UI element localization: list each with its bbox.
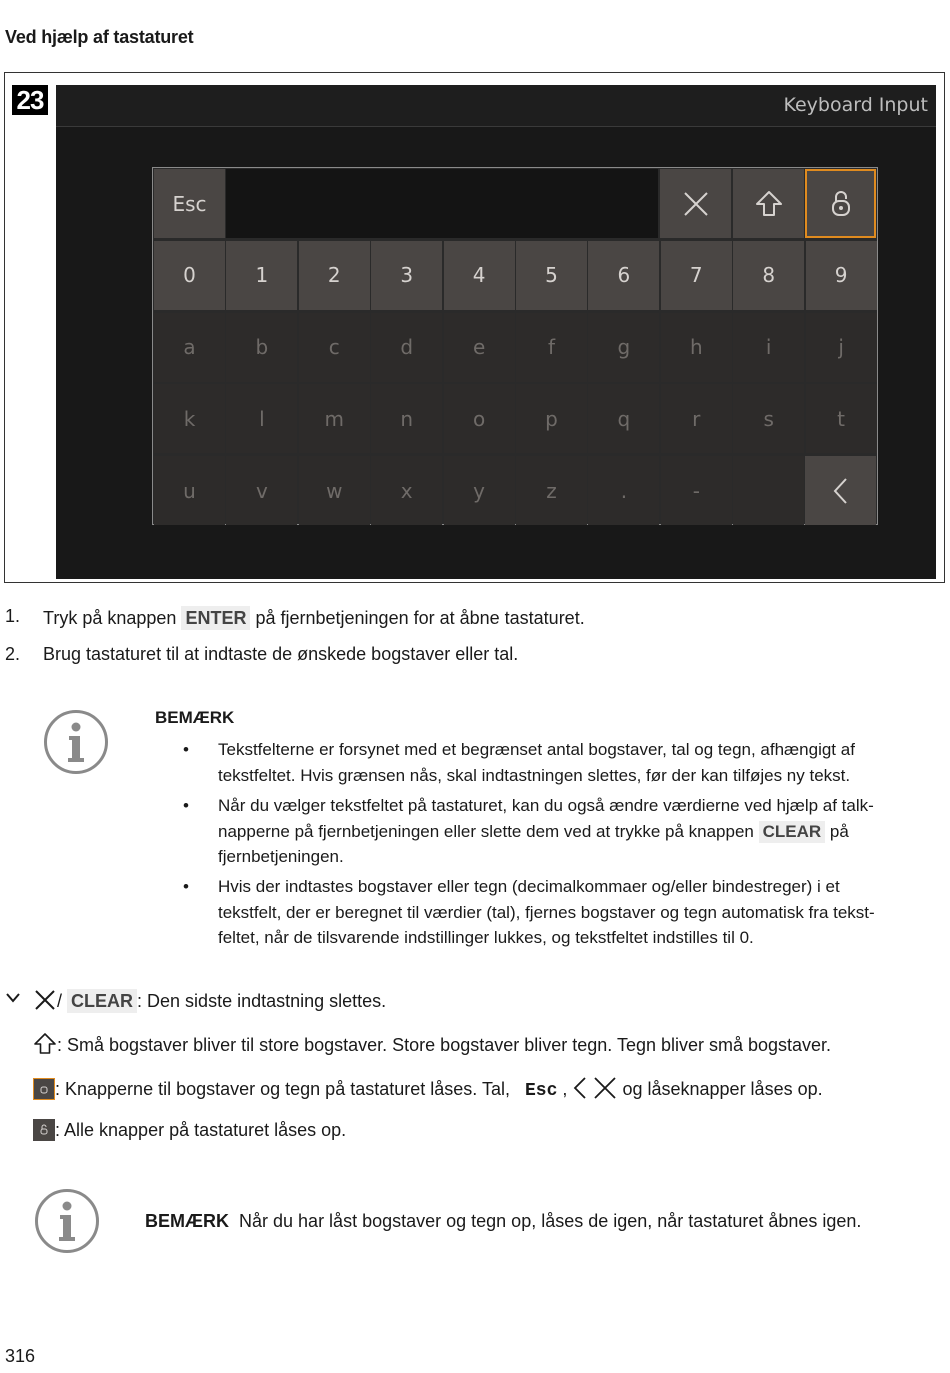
note-text: Når du har låst bogstaver og tegn op, låses de igen, når tastaturet åbnes igen. [239, 1211, 862, 1231]
note-bullet-2 [218, 793, 948, 870]
bullet-dot: • [183, 877, 189, 896]
clear-key[interactable] [660, 169, 731, 238]
key-n[interactable]: n [371, 384, 442, 453]
key-y[interactable]: y [444, 456, 515, 525]
info-icon [44, 710, 108, 774]
chevron-down-icon [5, 991, 21, 1010]
key-u[interactable]: u [154, 456, 225, 525]
key-k[interactable]: k [154, 384, 225, 453]
figure-number: 23 [12, 85, 48, 115]
lock-key[interactable] [805, 169, 876, 238]
page-number: 316 [5, 1346, 36, 1366]
key-0[interactable]: 0 [154, 241, 225, 310]
key-1[interactable]: 1 [226, 241, 297, 310]
key-s[interactable]: s [733, 384, 804, 453]
key-g[interactable]: g [588, 313, 659, 382]
note-line: tekstfeltet. Hvis grænsen nås, skal indtastningen slettes, før der kan tilføjes ny tekst. [218, 765, 851, 785]
key-w[interactable]: w [299, 456, 370, 525]
key-p[interactable]: p [516, 384, 587, 453]
key-o[interactable]: o [444, 384, 515, 453]
note-line: Tekstfelterne er forsynet med et begrænset antal bogstaver, tal og tegn, afhængigt af [218, 740, 855, 759]
note-bullet-3 [218, 874, 948, 951]
key-r[interactable]: r [661, 384, 732, 453]
key-7[interactable]: 7 [661, 241, 732, 310]
clear-icon [33, 988, 57, 1012]
chevron-left-icon [829, 476, 853, 506]
key-z[interactable]: z [516, 456, 587, 525]
clear-icon [593, 1076, 617, 1100]
screen-titlebar [56, 85, 936, 127]
key-q[interactable]: q [588, 384, 659, 453]
chevron-left-icon [572, 1076, 588, 1100]
unlock-key-icon [33, 1119, 55, 1141]
legend-text: og låseknapper låses op. [622, 1079, 823, 1099]
key-v[interactable]: v [226, 456, 297, 525]
keyboard-input-field[interactable] [226, 169, 658, 238]
lock-key-icon [33, 1078, 55, 1100]
key-c[interactable]: c [299, 313, 370, 382]
legend-text: : Alle knapper på tastaturet låses op. [55, 1120, 347, 1140]
shift-arrow-icon [33, 1032, 57, 1056]
clear-key-label: CLEAR [67, 989, 137, 1013]
key-8[interactable]: 8 [733, 241, 804, 310]
note-line: feltet, når de tilsvarende indstillinger lukkes, og tekstfeltet indstilles til 0. [218, 928, 754, 947]
step-text: på fjernbetjeningen for at åbne tastaturet. [255, 608, 585, 628]
key-h[interactable]: h [661, 313, 732, 382]
note-line: på [829, 821, 849, 841]
legend-clear-row: / CLEAR : Den sidste indtastning slettes. [33, 988, 386, 1013]
step-number: 2. [5, 644, 21, 664]
legend-text: : Den sidste indtastning slettes. [137, 991, 387, 1011]
key-3[interactable]: 3 [371, 241, 442, 310]
key-b[interactable]: b [226, 313, 297, 382]
key-l[interactable]: l [226, 384, 297, 453]
key-t[interactable]: t [806, 384, 877, 453]
note-bullet-1 [218, 737, 948, 788]
step-number: 1. [5, 606, 21, 626]
step-text: Brug tastaturet til at indtaste de ønskede bogstaver eller tal. [43, 644, 519, 664]
keyboard-screen [56, 85, 936, 579]
key-m[interactable]: m [299, 384, 370, 453]
note-line: fjernbetjeningen. [218, 847, 344, 866]
key-e[interactable]: e [444, 313, 515, 382]
clear-key-label: CLEAR [759, 821, 826, 843]
blank-key[interactable] [733, 456, 804, 525]
on-screen-keyboard [152, 167, 878, 525]
esc-key-label: Esc [524, 1081, 558, 1101]
section-heading: Ved hjælp af tastaturet [5, 27, 194, 47]
key-x[interactable]: x [371, 456, 442, 525]
key-2[interactable]: 2 [299, 241, 370, 310]
key-j[interactable]: j [806, 313, 877, 382]
screen-title: Keyboard Input [783, 94, 928, 116]
key-a[interactable]: a [154, 313, 225, 382]
esc-key[interactable]: Esc [154, 169, 225, 238]
legend-shift-row [33, 1032, 831, 1056]
padlock-icon [828, 190, 854, 218]
shift-key[interactable] [733, 169, 804, 238]
key-4[interactable]: 4 [444, 241, 515, 310]
key-6[interactable]: 6 [588, 241, 659, 310]
info-icon [35, 1189, 99, 1253]
note-line: tekstfelt, der er beregnet til værdier (tal), fjernes bogstaver og tegn automatisk fra tekst- [218, 902, 875, 922]
backspace-key[interactable] [805, 456, 876, 525]
legend-text: : Knapperne til bogstaver og tegn på tastaturet låses. Tal, [55, 1079, 510, 1099]
clear-icon [681, 189, 711, 219]
step-text: Tryk på knappen [43, 608, 177, 628]
key-hyphen[interactable]: - [661, 456, 732, 525]
key-9[interactable]: 9 [806, 241, 877, 310]
bullet-dot: • [183, 796, 189, 815]
key-5[interactable]: 5 [516, 241, 587, 310]
shift-arrow-icon [754, 189, 784, 219]
note-line: Hvis der indtastes bogstaver eller tegn (decimalkommaer og/eller bindestreger) i et [218, 877, 840, 896]
bullet-dot: • [183, 740, 189, 759]
note-2 [145, 1211, 861, 1232]
note-title: BEMÆRK [145, 1211, 229, 1231]
key-period[interactable]: . [588, 456, 659, 525]
key-d[interactable]: d [371, 313, 442, 382]
legend-lock-row [33, 1076, 823, 1101]
legend-unlock-row [33, 1119, 346, 1141]
legend-text: : Små bogstaver bliver til store bogstaver. Store bogstaver bliver tegn. Tegn bliver små bogstaver. [57, 1035, 832, 1055]
enter-key-label: ENTER [181, 606, 250, 630]
key-i[interactable]: i [733, 313, 804, 382]
legend-text: , [562, 1079, 568, 1099]
note-line: Når du vælger tekstfeltet på tastaturet, kan du også ændre værdierne ved hjælp af talk- [218, 796, 874, 815]
note-line: napperne på fjernbetjeningen eller slette dem ved at trykke på knappen [218, 821, 754, 841]
key-f[interactable]: f [516, 313, 587, 382]
note-title: BEMÆRK [155, 708, 235, 727]
